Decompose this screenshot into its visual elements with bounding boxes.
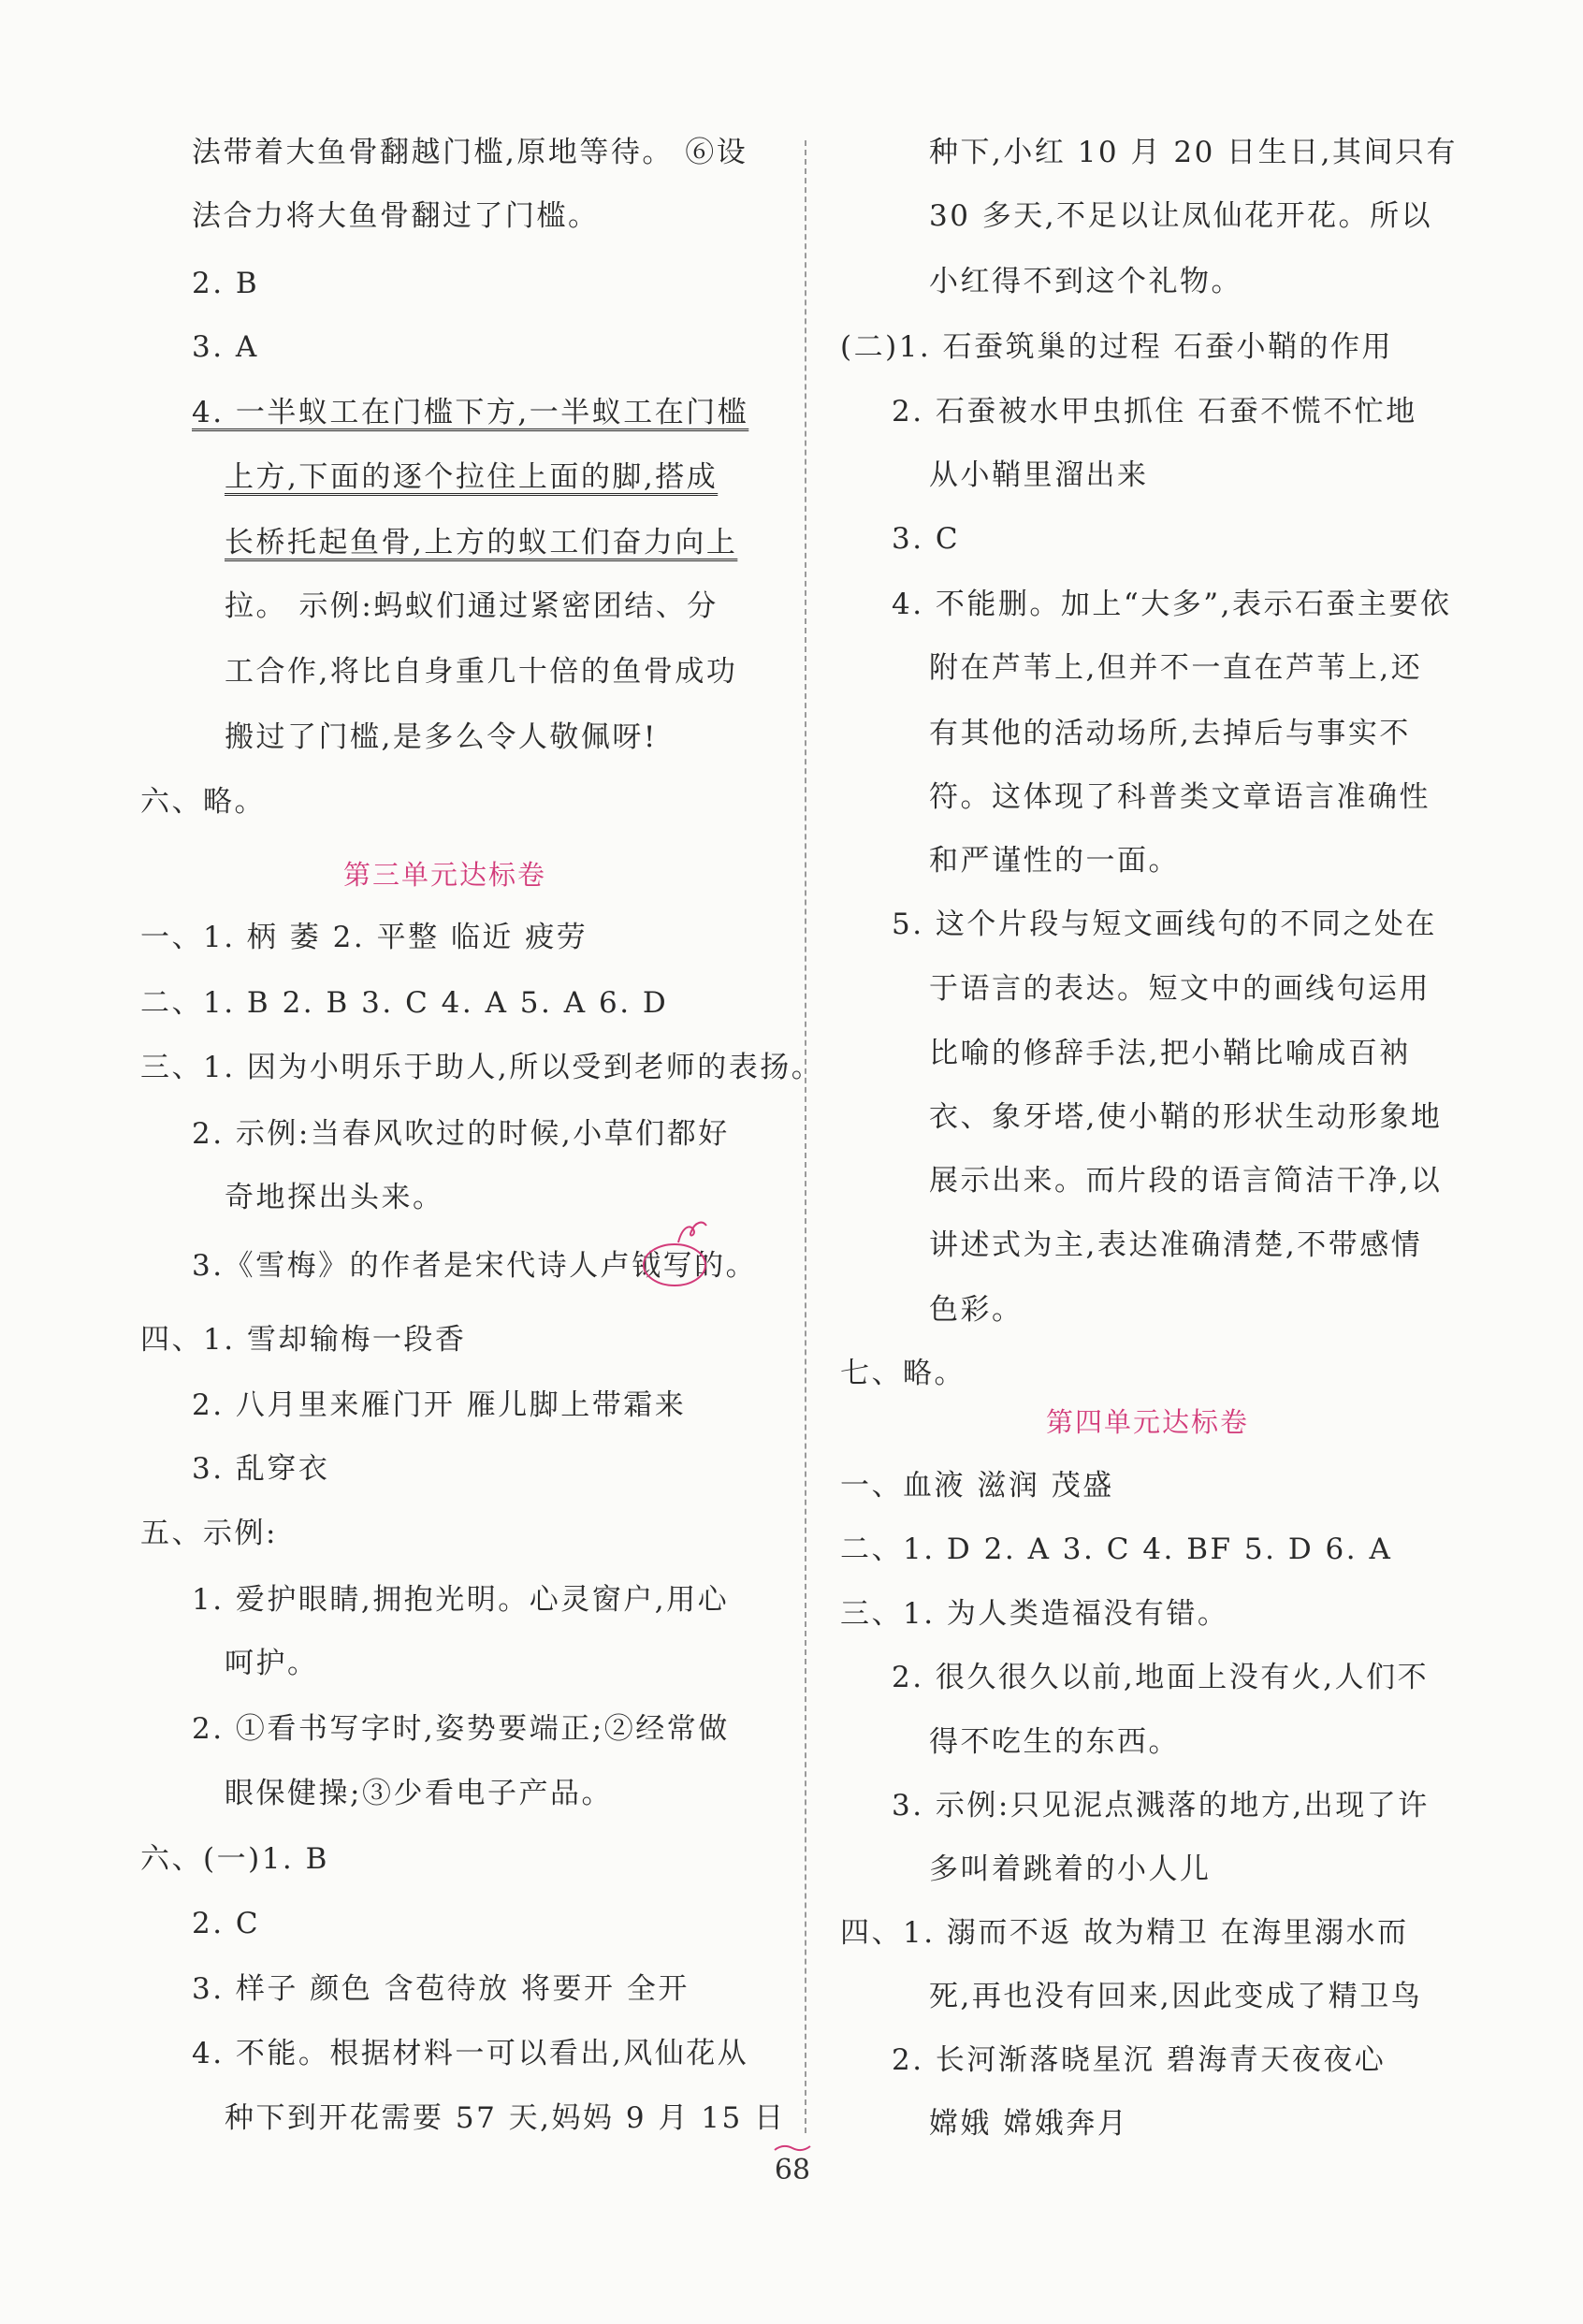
text-line: 2. 八月里来雁门开 雁儿脚上带霜来 bbox=[192, 1388, 687, 1422]
text-line: 2. B bbox=[192, 267, 260, 300]
text-line: 五、示例: bbox=[140, 1517, 278, 1550]
text-line: 3. 乱穿衣 bbox=[192, 1452, 330, 1486]
text-line: 上方,下面的逐个拉住上面的脚,搭成 bbox=[225, 460, 719, 494]
text-line: 种下,小红 10 月 20 日生日,其间只有 bbox=[929, 136, 1459, 169]
text-line: 4. 不能删。加上“大多”,表示石蚕主要依 bbox=[892, 588, 1452, 621]
text-line: 眼保健操;③少看电子产品。 bbox=[225, 1777, 613, 1810]
text-line: 三、1. 为人类造福没有错。 bbox=[840, 1597, 1229, 1631]
text-line: 3. 样子 颜色 含苞待放 将要开 全开 bbox=[192, 1972, 690, 2006]
text-line: 七、略。 bbox=[840, 1357, 966, 1390]
text-line: 4. 一半蚁工在门槛下方,一半蚁工在门槛 bbox=[192, 396, 749, 429]
text-line: 六、(一)1. B bbox=[140, 1842, 329, 1876]
text-line: 2. C bbox=[192, 1907, 261, 1940]
text-line: 30 多天,不足以让凤仙花开花。所以 bbox=[929, 199, 1433, 233]
text-line: 于语言的表达。短文中的画线句运用 bbox=[929, 972, 1431, 1006]
text-line: 一、血液 滋润 茂盛 bbox=[840, 1469, 1114, 1503]
text-line: 奇地探出头来。 bbox=[225, 1181, 444, 1214]
text-line: 2. 示例:当春风吹过的时候,小草们都好 bbox=[192, 1117, 730, 1151]
column-divider bbox=[805, 140, 806, 2133]
text-line: 2. ①看书写字时,姿势要端正;②经常做 bbox=[192, 1712, 730, 1746]
text-line: 3.《雪梅》的作者是宋代诗人卢钺写的。 bbox=[192, 1249, 758, 1283]
text-line: 衣、象牙塔,使小鞘的形状生动形象地 bbox=[929, 1100, 1443, 1134]
text-line: 法带着大鱼骨翻越门槛,原地等待。 ⑥设 bbox=[192, 136, 748, 169]
text-line: 有其他的活动场所,去掉后与事实不 bbox=[929, 717, 1411, 750]
text-line: 符。这体现了科普类文章语言准确性 bbox=[929, 780, 1431, 814]
text-line: 讲述式为主,表达准确清楚,不带感情 bbox=[929, 1228, 1423, 1262]
text-line: 三、1. 因为小明乐于助人,所以受到老师的表扬。 bbox=[140, 1051, 823, 1084]
text-line: 死,再也没有回来,因此变成了精卫鸟 bbox=[929, 1980, 1423, 2013]
text-line: 比喻的修辞手法,把小鞘比喻成百衲 bbox=[929, 1037, 1411, 1070]
text-line: 小红得不到这个礼物。 bbox=[929, 265, 1242, 298]
text-line: 长桥托起鱼骨,上方的蚁工们奋力向上 bbox=[225, 526, 738, 559]
text-line: 和严谨性的一面。 bbox=[929, 844, 1180, 878]
text-line: 工合作,将比自身重几十倍的鱼骨成功 bbox=[225, 655, 738, 689]
page-number: 68 bbox=[774, 2154, 811, 2186]
text-line: 4. 不能。根据材料一可以看出,风仙花从 bbox=[192, 2037, 749, 2070]
text-line: 2. 很久很久以前,地面上没有火,人们不 bbox=[892, 1661, 1430, 1694]
text-line: 六、略。 bbox=[140, 785, 266, 819]
text-line: 3. A bbox=[192, 330, 259, 364]
text-line: 拉。 示例:蚂蚁们通过紧密团结、分 bbox=[225, 589, 719, 623]
text-line: 呵护。 bbox=[225, 1647, 319, 1680]
handwritten-circle-mark bbox=[641, 1207, 716, 1291]
text-line: 二、1. B 2. B 3. C 4. A 5. A 6. D bbox=[140, 986, 669, 1020]
text-line: 二、1. D 2. A 3. C 4. BF 5. D 6. A bbox=[840, 1532, 1393, 1566]
text-line: 3. 示例:只见泥点溅落的地方,出现了许 bbox=[892, 1789, 1430, 1823]
text-line: 2. 长河渐落晓星沉 碧海青天夜夜心 bbox=[892, 2043, 1387, 2077]
text-line: 嫦娥 嫦娥奔月 bbox=[929, 2107, 1129, 2141]
text-line: 附在芦苇上,但并不一直在芦苇上,还 bbox=[929, 651, 1423, 685]
text-line: 从小鞘里溜出来 bbox=[929, 458, 1149, 492]
text-line: 种下到开花需要 57 天,妈妈 9 月 15 日 bbox=[225, 2101, 786, 2135]
text-line: 3. C bbox=[892, 522, 961, 556]
text-line: 得不吃生的东西。 bbox=[929, 1725, 1180, 1759]
text-line: 搬过了门槛,是多么令人敬佩呀! bbox=[225, 720, 658, 754]
text-line: 四、1. 溺而不返 故为精卫 在海里溺水而 bbox=[840, 1916, 1409, 1950]
section-heading: 第三单元达标卷 bbox=[343, 859, 547, 891]
text-line: 法合力将大鱼骨翻过了门槛。 bbox=[192, 199, 600, 233]
text-line: 1. 爱护眼睛,拥抱光明。心灵窗户,用心 bbox=[192, 1583, 730, 1617]
text-line: 5. 这个片段与短文画线句的不同之处在 bbox=[892, 908, 1437, 941]
text-line: 色彩。 bbox=[929, 1293, 1024, 1327]
text-line: 展示出来。而片段的语言简洁干净,以 bbox=[929, 1164, 1443, 1198]
text-line: 四、1. 雪却输梅一段香 bbox=[140, 1323, 467, 1357]
text-line: 2. 石蚕被水甲虫抓住 石蚕不慌不忙地 bbox=[892, 395, 1417, 428]
text-line: (二)1. 石蚕筑巢的过程 石蚕小鞘的作用 bbox=[840, 330, 1393, 364]
text-line: 多叫着跳着的小人儿 bbox=[929, 1852, 1212, 1886]
text-line: 一、1. 柄 萎 2. 平整 临近 疲劳 bbox=[140, 921, 588, 954]
section-heading: 第四单元达标卷 bbox=[1046, 1406, 1250, 1438]
